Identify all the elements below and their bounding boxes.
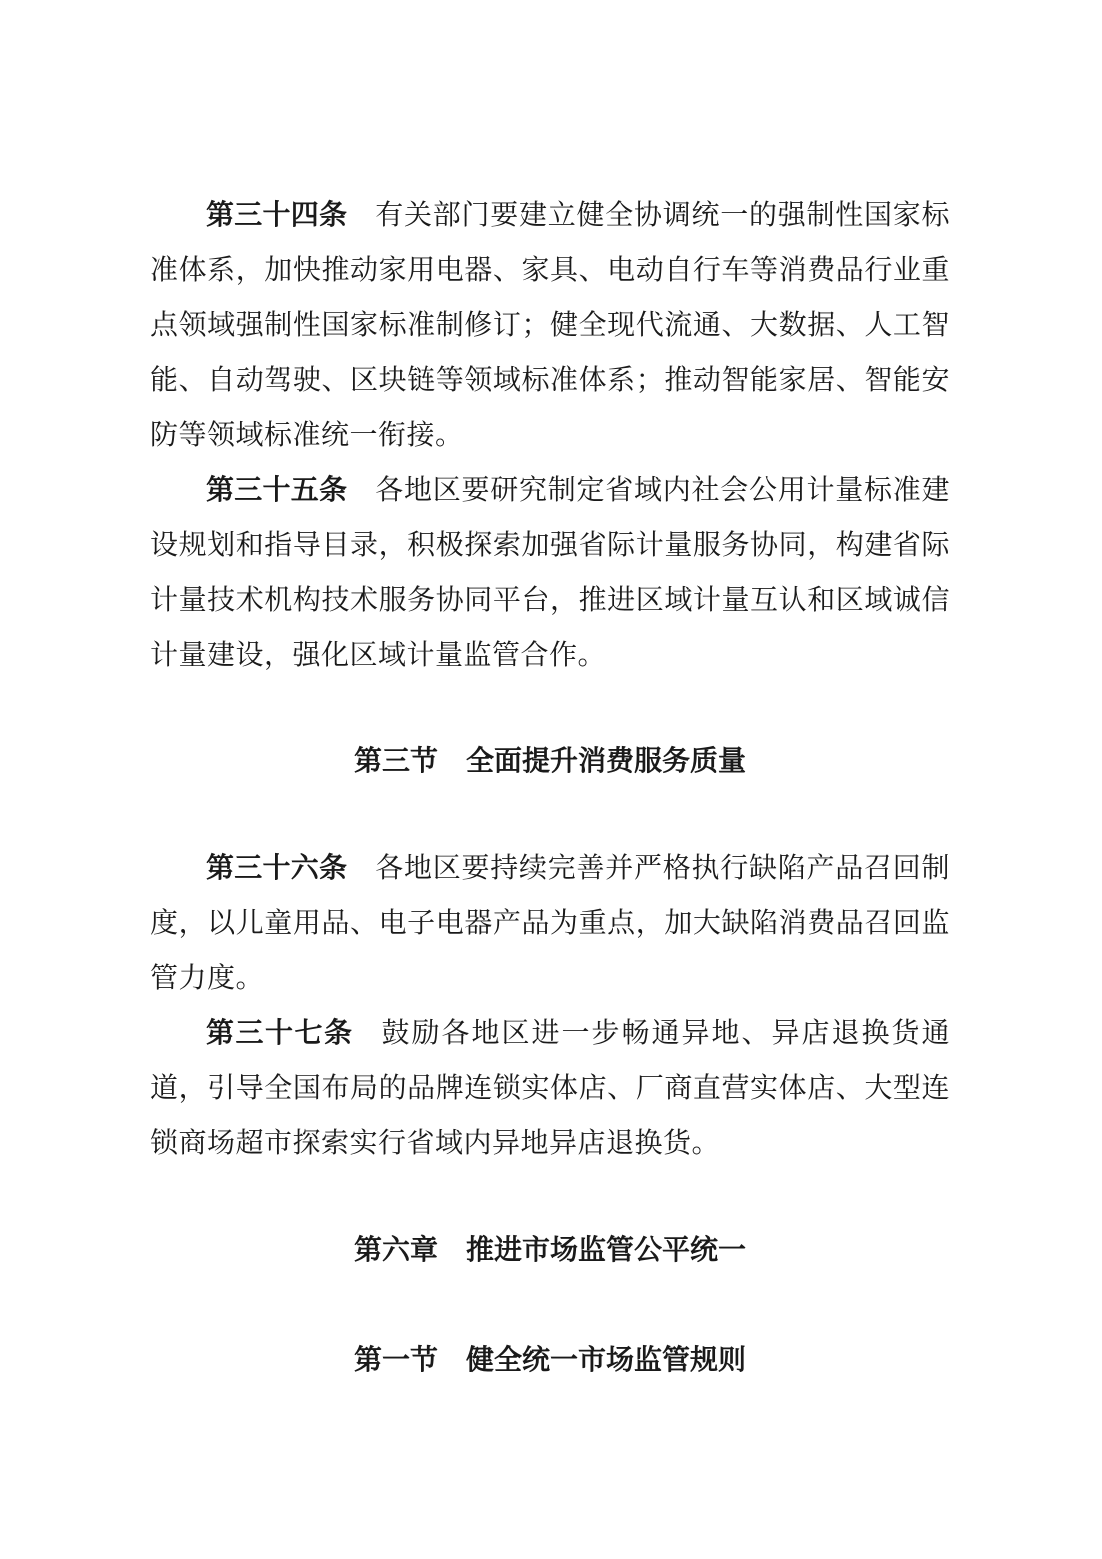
chapter-6-number: 第六章 (353, 1233, 438, 1266)
section-3-title: 全面提升消费服务质量 (466, 744, 747, 777)
chapter-6-heading (150, 1222, 950, 1277)
chapter-6-title: 推进市场监管公平统一 (466, 1233, 747, 1266)
article-37 (150, 1005, 950, 1170)
section-1-number: 第一节 (353, 1343, 438, 1376)
article-34 (150, 187, 950, 462)
article-35-label: 第三十五条 (206, 473, 348, 506)
section-1-title: 健全统一市场监管规则 (466, 1343, 747, 1376)
article-36-label: 第三十六条 (206, 851, 348, 884)
article-36-text: 各地区要持续完善并严格执行缺陷产品召回制度，以儿童用品、电子电器产品为重点，加大缺陷消费品召回监管力度。 (150, 851, 950, 994)
article-35 (150, 462, 950, 682)
section-3-number: 第三节 (353, 744, 438, 777)
article-35-text: 各地区要研究制定省域内社会公用计量标准建设规划和指导目录，积极探索加强省际计量服务协同，构建省际计量技术机构技术服务协同平台，推进区域计量互认和区域诚信计量建设，强化区域计量监管合作。 (150, 473, 950, 671)
article-34-text: 有关部门要建立健全协调统一的强制性国家标准体系，加快推动家用电器、家具、电动自行车等消费品行业重点领域强制性国家标准制修订；健全现代流通、大数据、人工智能、自动驾驶、区块链等领域标准体系；推动智能家居、智能安防等领域标准统一衔接。 (150, 198, 950, 451)
article-36 (150, 840, 950, 1005)
section-1-heading (150, 1332, 950, 1387)
article-34-label: 第三十四条 (206, 198, 348, 231)
section-3-heading (150, 733, 950, 788)
document-page (150, 187, 950, 1387)
article-37-label: 第三十七条 (206, 1016, 354, 1049)
article-37-text: 鼓励各地区进一步畅通异地、异店退换货通道，引导全国布局的品牌连锁实体店、厂商直营实体店、大型连锁商场超市探索实行省域内异地异店退换货。 (150, 1016, 950, 1159)
